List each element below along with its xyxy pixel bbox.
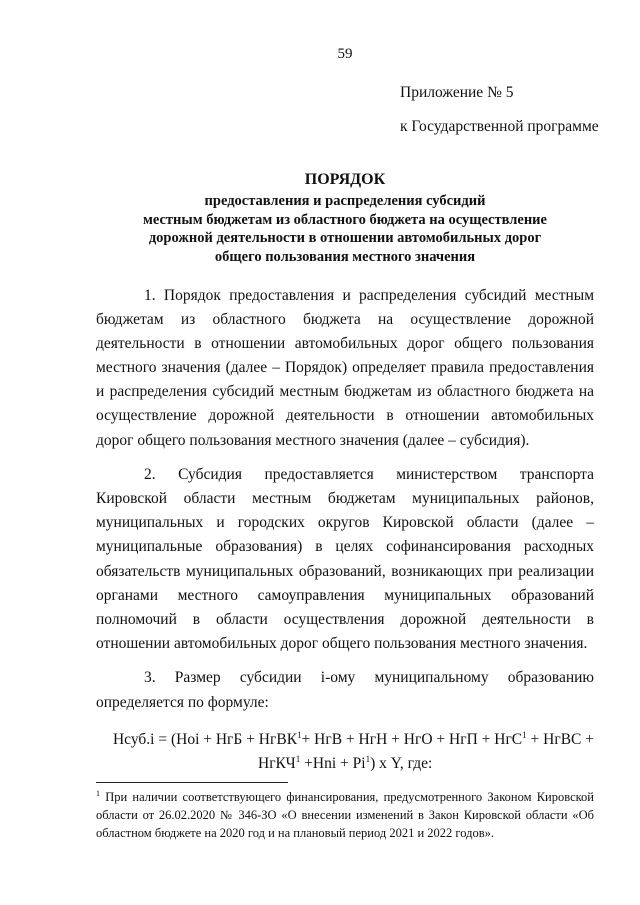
formula-line-2 [96,752,594,776]
footnote-ref: 1 [522,729,527,740]
footnote-separator [96,782,288,783]
footnote-ref: 1 [295,753,301,764]
paragraph-3: 3. Размер субсидии i-ому муниципальному образованию определяется по формуле: [96,669,594,711]
footnote-ref: 1 [297,729,302,740]
formula-line-1 [96,728,594,752]
page-number: 59 [337,46,353,62]
title-line-4: общего пользования местного значения [214,248,476,265]
footnote-text: При наличии соответствующего финансирования, предусмотренного Законом Кировской области от 26.02.2020 № 346-ЗО «О внесении изменений в Закон Кировской области «Об областном бюджете на 2020 год и на плановый период 2021 и 2022 годов». [96,790,594,840]
formula-part: Нсуб.i = (Ноi + НгБ + НгВК [112,731,298,748]
footnote-ref: 1 [365,753,371,764]
footnote [96,788,594,842]
paragraph-2: 2. Субсидия предоставляется министерством транспорта Кировской области местным бюджетам муниципальных районов, муниципальных и городских округов Кировской области (далее – муниципальные образования) в целях софинансирования расходных обязательств муниципальных образований, возникающих при реализации органами местного самоуправления муниципальных образований полномочий в области осуществления дорожной деятельности в отношении автомобильных дорог общего пользования местного значения. [96,466,594,652]
formula-part: ) х Y, где: [370,755,433,772]
title-main: ПОРЯДОК [304,171,386,188]
appendix-reference: к Государственной программе [400,118,599,135]
appendix-number: Приложение № 5 [400,84,514,101]
formula-part: НгКЧ [258,755,296,772]
title-line-2: местным бюджетам из областного бюджета на осуществление [143,211,547,228]
title-line-3: дорожной деятельности в отношении автомобильных дорог [148,230,542,246]
formula-part: +Нni + Рi [300,755,366,772]
document-body [96,284,594,715]
formula-part: + НгВ + НгН + НгО + НгП + НгС [301,731,523,748]
footnote-marker: 1 [96,788,100,798]
subsidy-formula [96,728,594,776]
paragraph-1: 1. Порядок предоставления и распределения субсидий местным бюджетам из областного бюджета на осуществление дорожной деятельности в отношении автомобильных дорог общего пользования местного значения (далее – Порядок) определяет правила предоставления и распределения субсидий местным бюджетам из областного бюджета на осуществление дорожной деятельности в отношении автомобильных дорог общего пользования местного значения (далее – субсидия). [96,287,594,449]
formula-part: + НгВС + [526,731,594,748]
document-title [100,170,590,266]
title-line-1: предоставления и распределения субсидий [204,193,486,209]
